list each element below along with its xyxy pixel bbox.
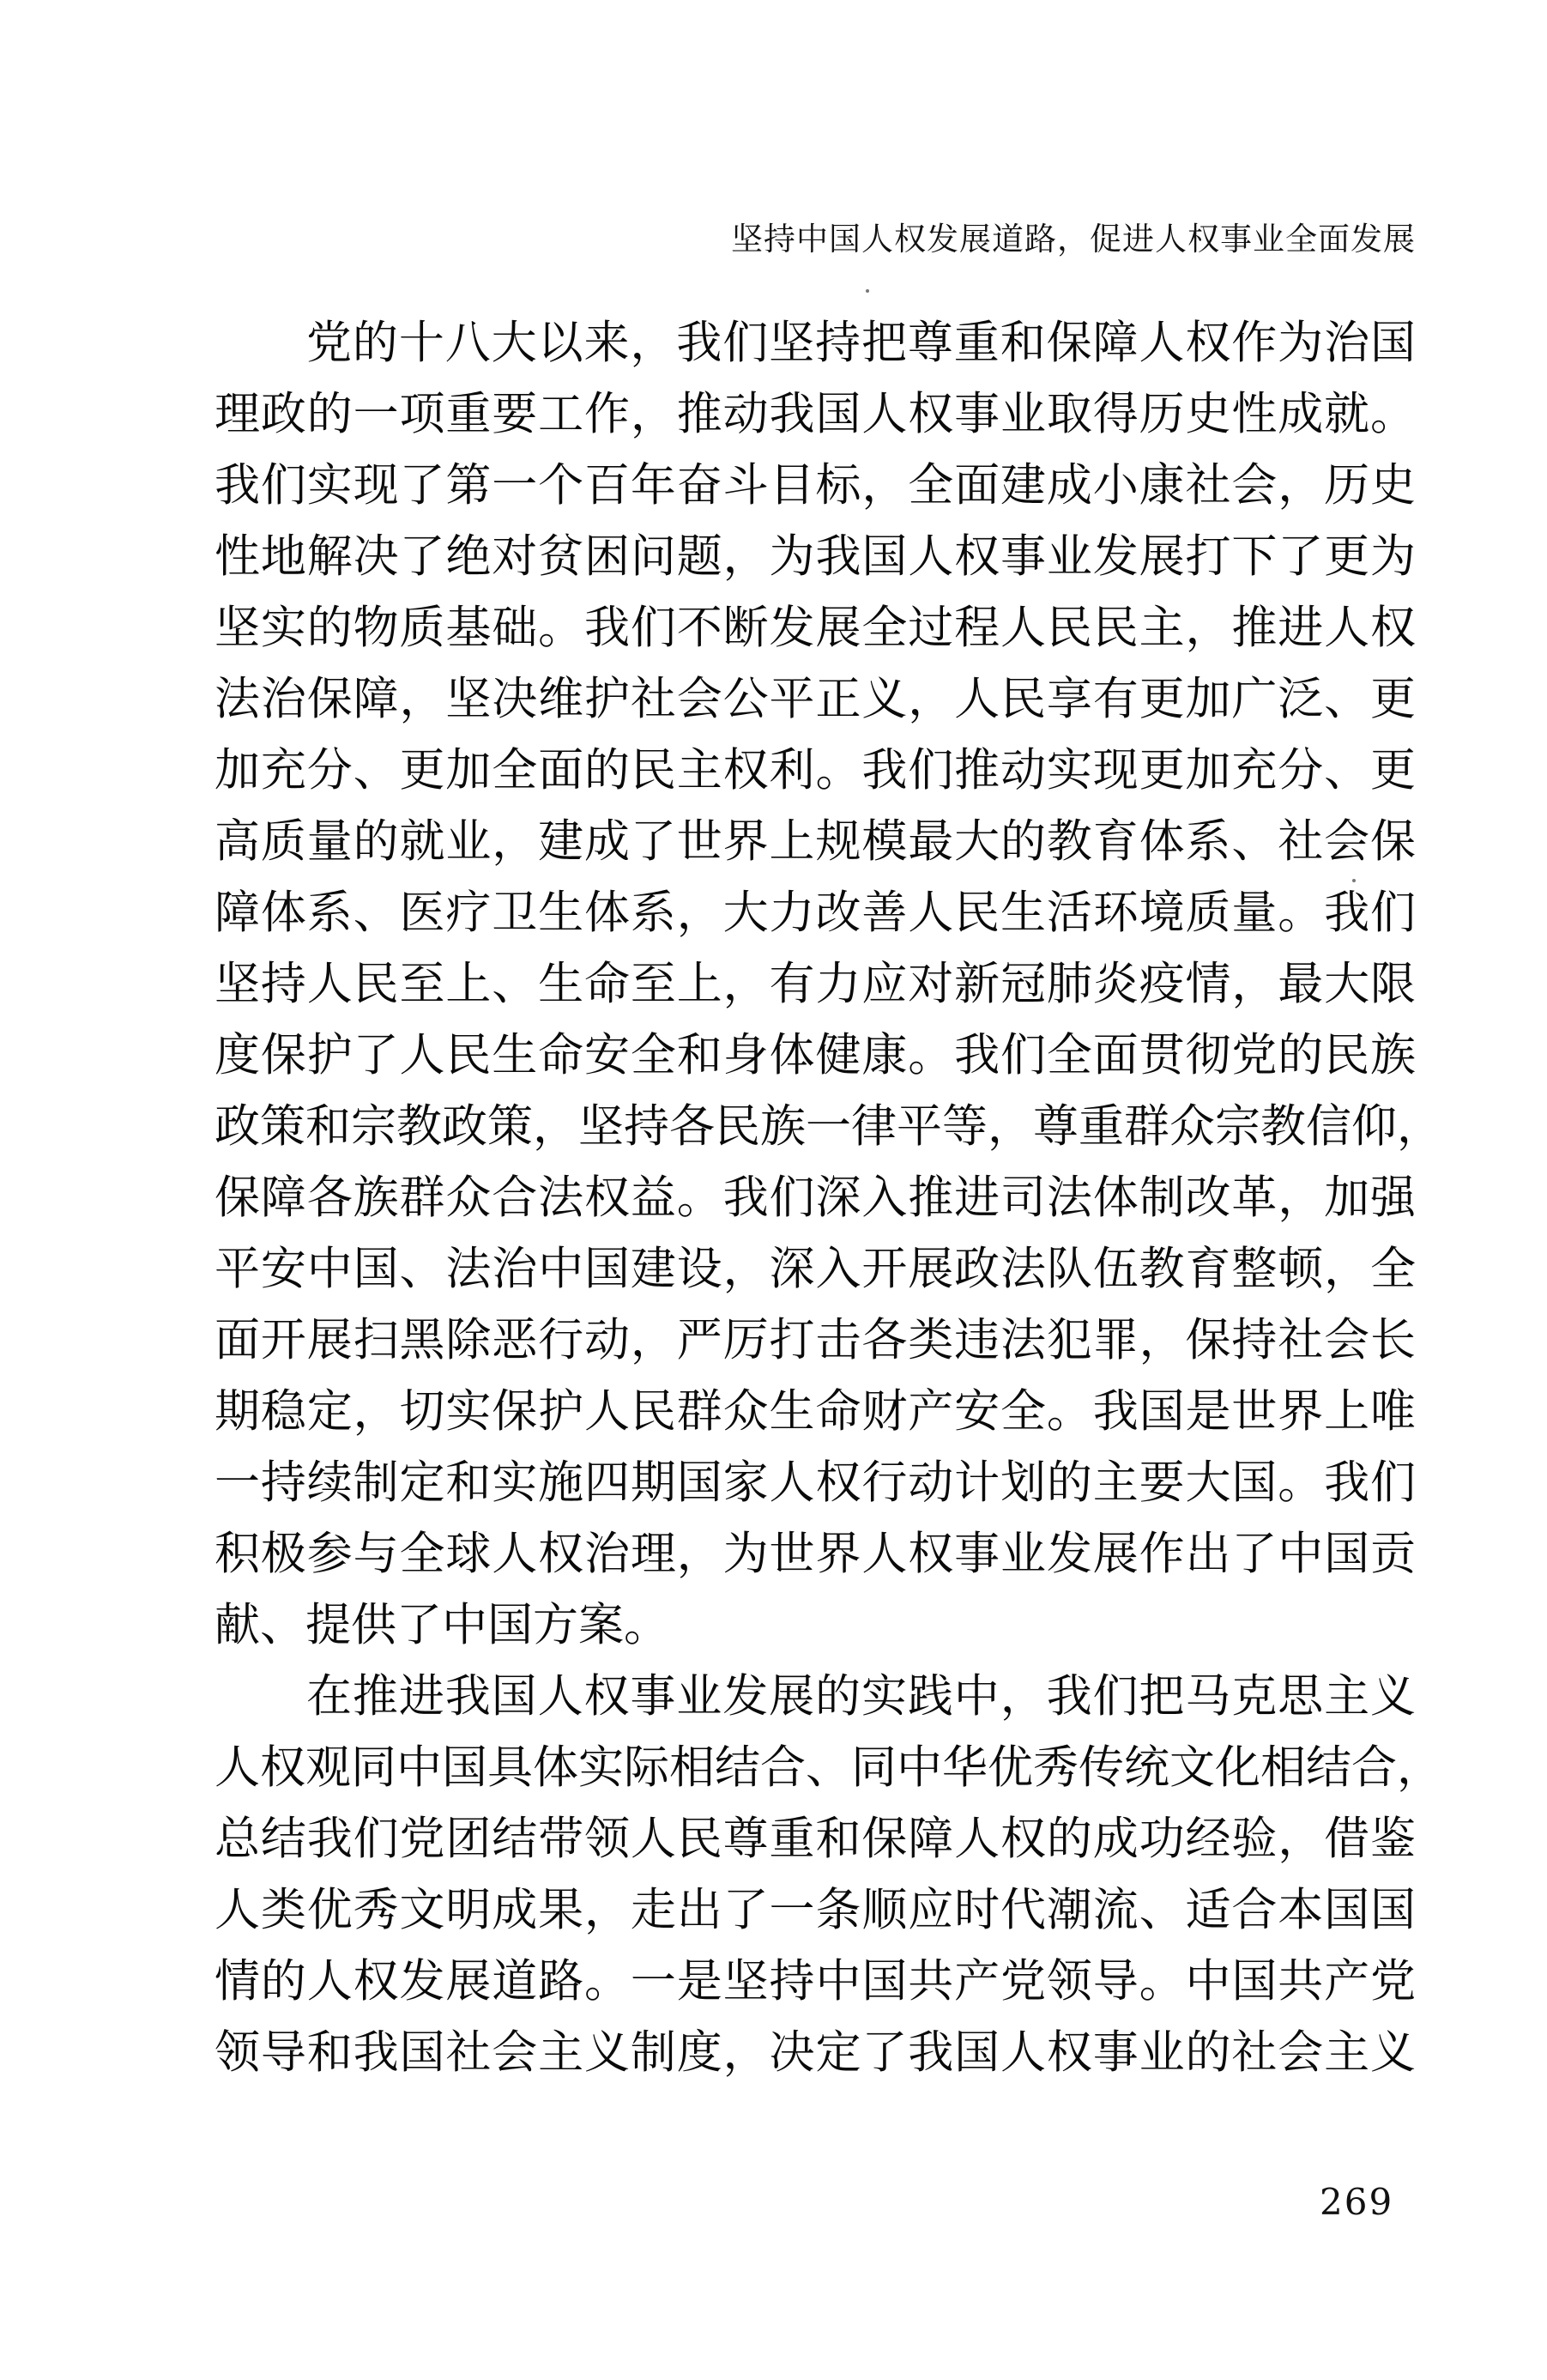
running-header: 坚持中国人权发展道路，促进人权事业全面发展 (731, 221, 1416, 257)
body-line: 领导和我国社会主义制度，决定了我国人权事业的社会主义 (215, 2026, 1416, 2079)
body-line: 一持续制定和实施四期国家人权行动计划的主要大国。我们 (215, 1456, 1416, 1509)
body-line: 加充分、更加全面的民主权利。我们推动实现更加充分、更 (215, 744, 1416, 796)
body-line: 理政的一项重要工作，推动我国人权事业取得历史性成就。 (215, 388, 1416, 440)
body-line: 总结我们党团结带领人民尊重和保障人权的成功经验，借鉴 (215, 1813, 1416, 1865)
scan-artifact-dot (866, 289, 869, 293)
body-line: 在推进我国人权事业发展的实践中，我们把马克思主义 (306, 1670, 1416, 1723)
body-line: 面开展扫黑除恶行动，严厉打击各类违法犯罪，保持社会长 (215, 1314, 1416, 1366)
body-line: 平安中国、法治中国建设，深入开展政法队伍教育整顿，全 (215, 1243, 1416, 1295)
page-number: 269 (1320, 2181, 1394, 2223)
body-line: 我们实现了第一个百年奋斗目标，全面建成小康社会，历史 (215, 459, 1416, 512)
body-line: 政策和宗教政策，坚持各民族一律平等，尊重群众宗教信仰， (215, 1100, 1442, 1153)
body-line: 高质量的就业，建成了世界上规模最大的教育体系、社会保 (215, 815, 1416, 868)
body-line: 积极参与全球人权治理，为世界人权事业发展作出了中国贡 (215, 1528, 1416, 1580)
body-line: 党的十八大以来，我们坚持把尊重和保障人权作为治国 (306, 317, 1416, 369)
body-line: 度保护了人民生命安全和身体健康。我们全面贯彻党的民族 (215, 1029, 1416, 1081)
body-line: 期稳定，切实保护人民群众生命财产安全。我国是世界上唯 (215, 1385, 1416, 1438)
body-line: 性地解决了绝对贫困问题，为我国人权事业发展打下了更为 (215, 530, 1416, 583)
body-line: 人类优秀文明成果，走出了一条顺应时代潮流、适合本国国 (215, 1884, 1416, 1936)
body-text (215, 307, 1442, 2088)
body-line: 献、提供了中国方案。 (215, 1599, 669, 1651)
body-line: 坚实的物质基础。我们不断发展全过程人民民主，推进人权 (215, 602, 1416, 654)
body-line: 人权观同中国具体实际相结合、同中华优秀传统文化相结合， (215, 1741, 1442, 1794)
body-line: 法治保障，坚决维护社会公平正义，人民享有更加广泛、更 (215, 673, 1416, 725)
body-line: 坚持人民至上、生命至上，有力应对新冠肺炎疫情，最大限 (215, 958, 1416, 1010)
body-line: 情的人权发展道路。一是坚持中国共产党领导。中国共产党 (215, 1955, 1416, 2008)
body-line: 障体系、医疗卫生体系，大力改善人民生活环境质量。我们 (215, 887, 1416, 939)
body-line: 保障各族群众合法权益。我们深入推进司法体制改革，加强 (215, 1172, 1416, 1224)
